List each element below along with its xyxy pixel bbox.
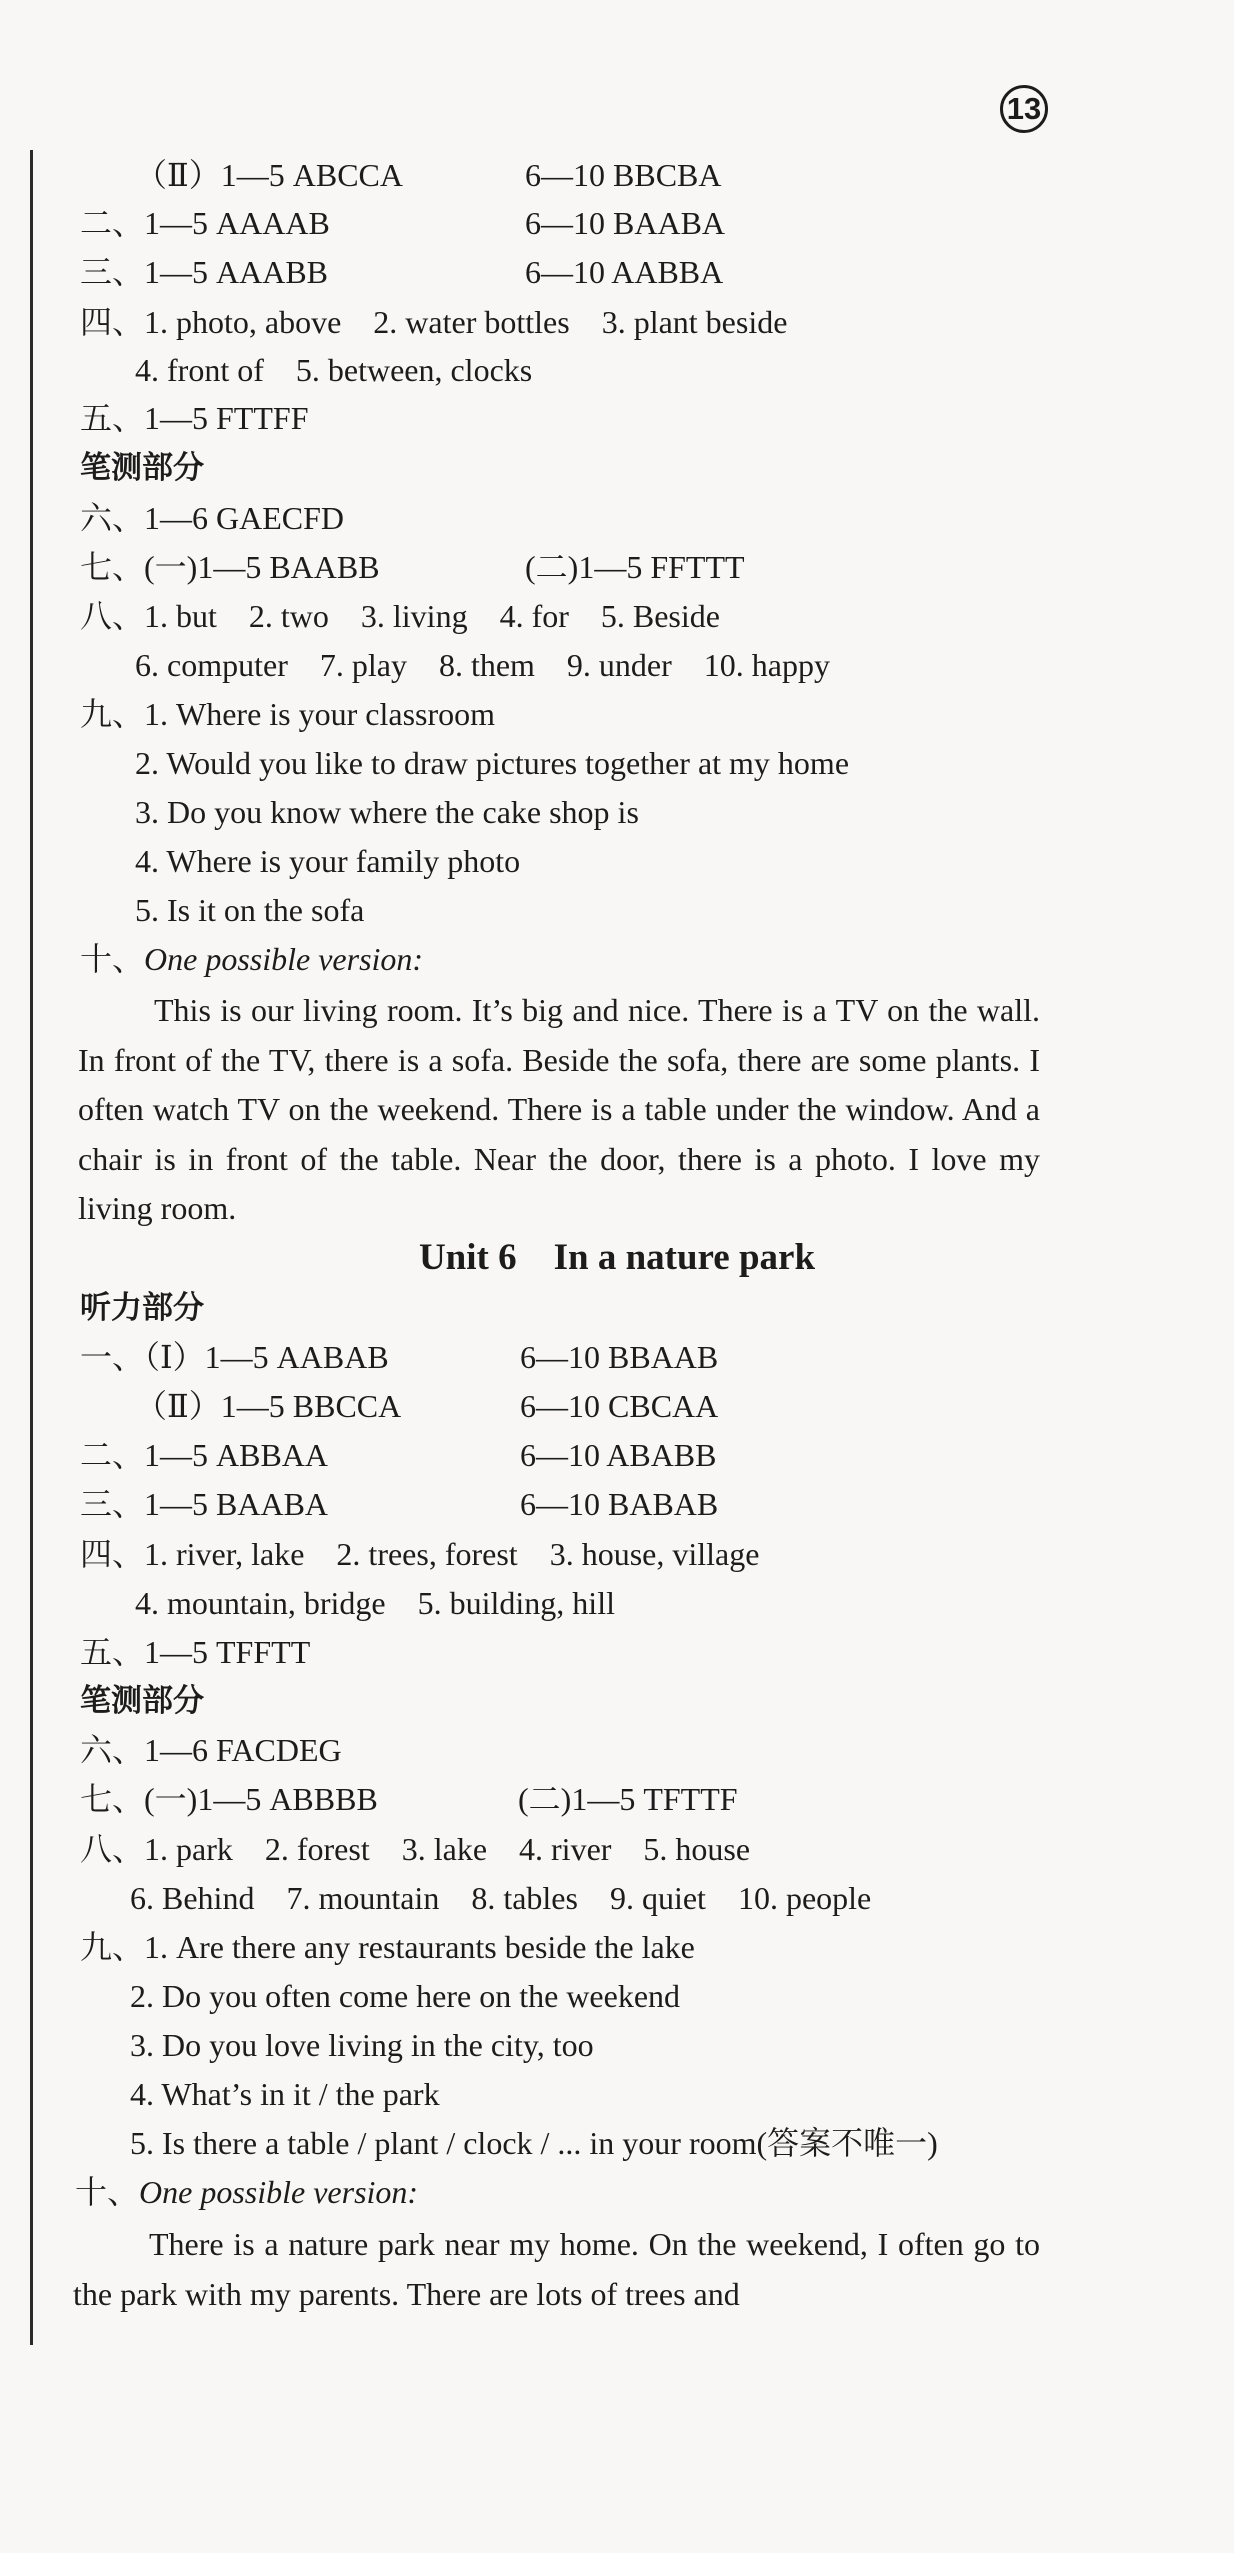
answer-line bbox=[80, 203, 726, 243]
answer-left: 一、（Ⅰ）1—5 AABAB bbox=[80, 1339, 389, 1375]
question-9-item: 2. Do you often come here on the weekend bbox=[130, 1978, 681, 2014]
question-9-item: 4. Where is your family photo bbox=[135, 843, 521, 879]
answer-line bbox=[135, 155, 722, 195]
answer-right: 6—10 CBCAA bbox=[520, 1388, 719, 1424]
sample-essay: This is our living room. It’s big and nice. There is a TV on the wall. In front of the TV, there is a sofa. Beside the sofa, there are some plants. I often watch TV on the weekend. There is a table under the window. And a chair is in front of the table. Near the door, there is a photo. I love my living room. bbox=[78, 992, 1040, 1226]
question-8-line-1: 八、1. park 2. forest 3. lake 4. river 5. house bbox=[80, 1831, 751, 1867]
answer-left: （Ⅱ）1—5 BBCCA bbox=[135, 1388, 402, 1424]
question-4-line-1: 四、1. river, lake 2. trees, forest 3. house, village bbox=[80, 1536, 760, 1572]
answer-right: 6—10 BABAB bbox=[520, 1486, 719, 1522]
question-9-item: 九、1. Where is your classroom bbox=[80, 696, 496, 732]
answer-right: 6—10 BBCBA bbox=[525, 157, 722, 193]
listening-section-heading: 听力部分 bbox=[80, 1290, 204, 1326]
question-9-item: 3. Do you love living in the city, too bbox=[130, 2027, 594, 2063]
answer-line bbox=[135, 1386, 719, 1426]
question-8-line-2: 6. Behind 7. mountain 8. tables 9. quiet 10. people bbox=[130, 1880, 872, 1916]
answer-right: 6—10 BBAAB bbox=[520, 1339, 719, 1375]
answer-line bbox=[80, 1435, 717, 1475]
question-9-item: 4. What’s in it / the park bbox=[130, 2076, 440, 2112]
sample-essay: There is a nature park near my home. On the weekend, I often go to the park with my parents. There are lots of trees and bbox=[73, 2226, 1040, 2312]
question-10-label: 十、One possible version: bbox=[75, 2174, 419, 2210]
question-7-part-2: (二)1—5 TFTTF bbox=[518, 1781, 738, 1817]
answer-left: 三、1—5 BAABA bbox=[80, 1486, 329, 1522]
question-8-line-2: 6. computer 7. play 8. them 9. under 10. happy bbox=[135, 647, 830, 683]
question-8-line-1: 八、1. but 2. two 3. living 4. for 5. Beside bbox=[80, 598, 720, 634]
answer-left: 三、1—5 AAABB bbox=[80, 254, 329, 290]
answer-right: 6—10 ABABB bbox=[520, 1437, 717, 1473]
question-9-item: 九、1. Are there any restaurants beside the lake bbox=[80, 1929, 695, 1965]
question-7-part-1: 七、(一)1—5 BAABB bbox=[80, 549, 380, 585]
question-9-item: 5. Is there a table / plant / clock / ... in your room(答案不唯一) bbox=[130, 2125, 938, 2161]
answer-line bbox=[80, 252, 724, 292]
answer-left: （Ⅱ）1—5 ABCCA bbox=[135, 157, 404, 193]
question-10-label: 十、One possible version: bbox=[80, 941, 424, 977]
question-7 bbox=[80, 1779, 738, 1819]
question-4-line-1: 四、1. photo, above 2. water bottles 3. plant beside bbox=[80, 304, 788, 340]
question-9-item: 2. Would you like to draw pictures together at my home bbox=[135, 745, 850, 781]
question-5: 五、1—5 TFFTT bbox=[80, 1634, 311, 1670]
question-9-item: 3. Do you know where the cake shop is bbox=[135, 794, 639, 830]
question-7-part-1: 七、(一)1—5 ABBBB bbox=[80, 1781, 378, 1817]
question-9-item: 5. Is it on the sofa bbox=[135, 892, 365, 928]
question-7-part-2: (二)1—5 FFTTT bbox=[525, 549, 745, 585]
answer-right: 6—10 AABBA bbox=[525, 254, 724, 290]
question-6: 六、1—6 FACDEG bbox=[80, 1732, 342, 1768]
written-section-heading: 笔测部分 bbox=[80, 450, 204, 486]
answer-left: 二、1—5 AAAAB bbox=[80, 205, 330, 241]
question-5: 五、1—5 FTTFF bbox=[80, 400, 309, 436]
answer-line bbox=[80, 1337, 719, 1377]
page-number: 13 bbox=[1000, 85, 1048, 133]
question-6: 六、1—6 GAECFD bbox=[80, 500, 345, 536]
answer-right: 6—10 BAABA bbox=[525, 205, 726, 241]
answer-left: 二、1—5 ABBAA bbox=[80, 1437, 329, 1473]
unit-title: Unit 6 In a nature park bbox=[418, 1237, 816, 1278]
written-section-heading: 笔测部分 bbox=[80, 1683, 204, 1719]
question-4-line-2: 4. mountain, bridge 5. building, hill bbox=[135, 1585, 615, 1621]
question-7 bbox=[80, 547, 745, 587]
question-4-line-2: 4. front of 5. between, clocks bbox=[135, 352, 533, 388]
answer-line bbox=[80, 1484, 719, 1524]
